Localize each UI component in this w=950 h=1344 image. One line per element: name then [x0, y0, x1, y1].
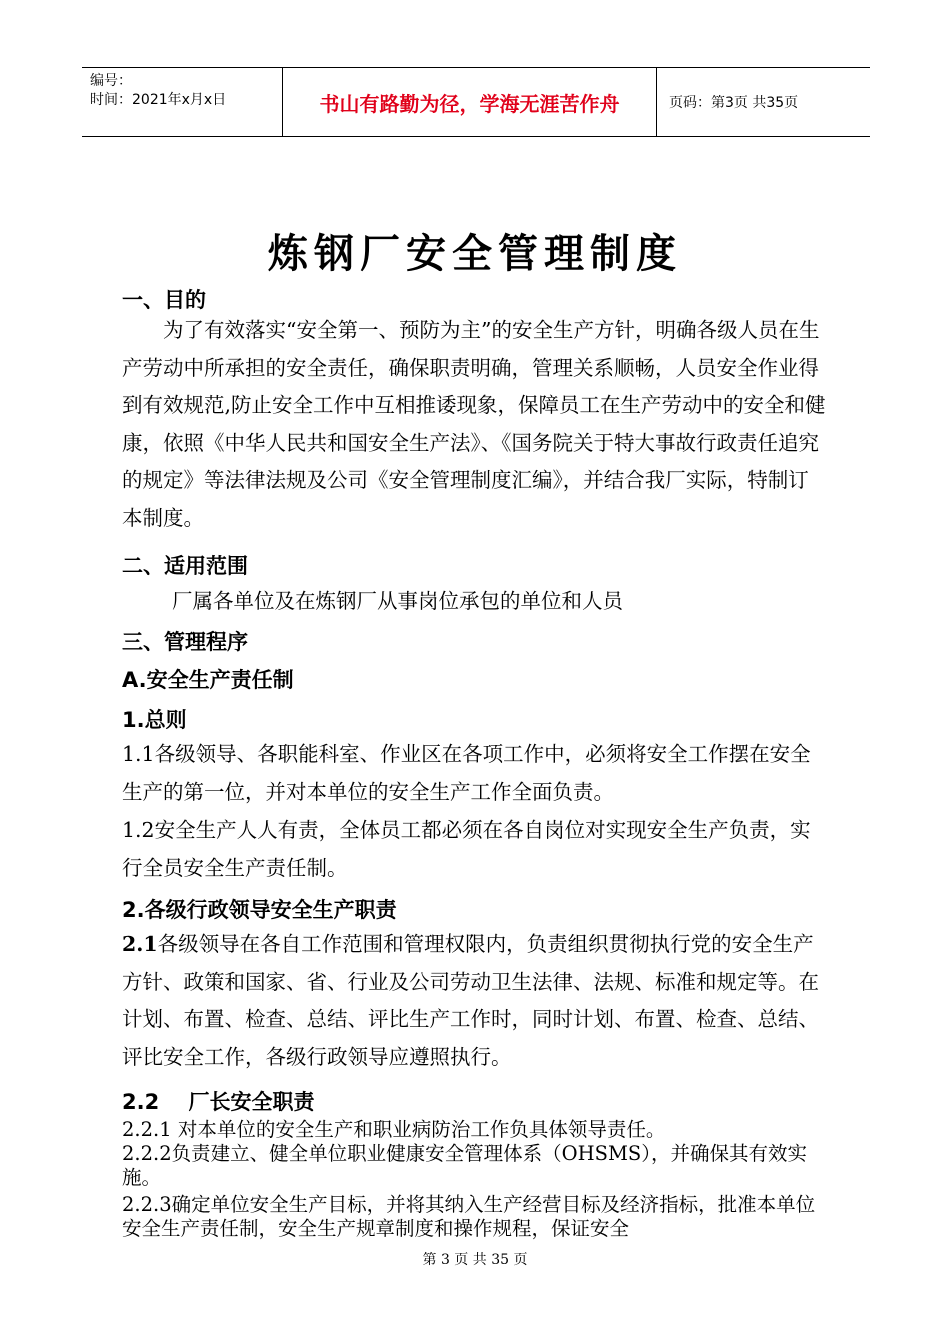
serial-label: 编号： [90, 73, 132, 89]
date-label: 时间：2021年x月x日 [90, 92, 227, 108]
page-footer: 第 3 页 共 35 页 [422, 1252, 528, 1268]
section-2-heading: 2.各级行政领导安全生产职责 [122, 898, 397, 922]
procedure-heading: 三、管理程序 [122, 630, 248, 654]
clause-2-1-text: 各级领导在各自工作范围和管理权限内，负责组织贯彻执行党的安全生产方针、政策和国家、省、行业及公司劳动卫生法律、法规、标准和规定等。在计划、布置、检查、总结、评比生产工作时，同时计划、布置、检查、总结、评比安全工作，各级行政领导应遵照执行。 [122, 932, 819, 1069]
clause-2-1-number: 2.1 [122, 932, 158, 956]
general-heading: 1.总则 [122, 708, 187, 732]
scope-heading: 二、适用范围 [122, 554, 248, 578]
header-meta [82, 68, 282, 136]
scope-text: 厂属各单位及在炼钢厂从事岗位承包的单位和人员 [172, 589, 623, 613]
section-2-2-heading: 2.2 厂长安全职责 [122, 1090, 315, 1114]
clause-2-2-2: 2.2.2负责建立、健全单位职业健康安全管理体系（OHSMS），并确保其有效实施。 [122, 1142, 808, 1189]
document-title: 炼钢厂安全管理制度 [268, 231, 682, 277]
page-header [82, 67, 870, 137]
purpose-heading: 一、目的 [122, 288, 206, 312]
purpose-text: 为了有效落实“安全第一、预防为主”的安全生产方针，明确各级人员在生产劳动中所承担的安全责任，确保职责明确，管理关系顺畅，人员安全作业得到有效规范,防止安全工作中互相推诿现象，保障员工在生产劳动中的安全和健康，依照《中华人民共和国安全生产法》、《国务院关于特大事故行政责任追究的规定》等法律法规及公司《安全管理制度汇编》，并结合我厂实际，特制订本制度。 [122, 318, 826, 530]
section-a-heading: A.安全生产责任制 [122, 668, 294, 692]
clause-2-2-1: 2.2.1 对本单位的安全生产和职业病防治工作负具体领导责任。 [122, 1118, 666, 1141]
header-motto: 书山有路勤为径，学海无涯苦作舟 [282, 68, 657, 136]
clause-1-1: 1.1各级领导、各职能科室、作业区在各项工作中，必须将安全工作摆在安全生产的第一位，并对本单位的安全生产工作全面负责。 [122, 742, 811, 804]
clause-2-2-3: 2.2.3确定单位安全生产目标，并将其纳入生产经营目标及经济指标，批准本单位安全生产责任制，安全生产规章制度和操作规程，保证安全 [122, 1193, 816, 1240]
clause-1-2: 1.2安全生产人人有责，全体员工都必须在各自岗位对实现安全生产负责，实行全员安全生产责任制。 [122, 818, 811, 880]
clause-2-1 [122, 926, 828, 1076]
header-page-code: 页码：第3页 共35页 [669, 95, 799, 111]
